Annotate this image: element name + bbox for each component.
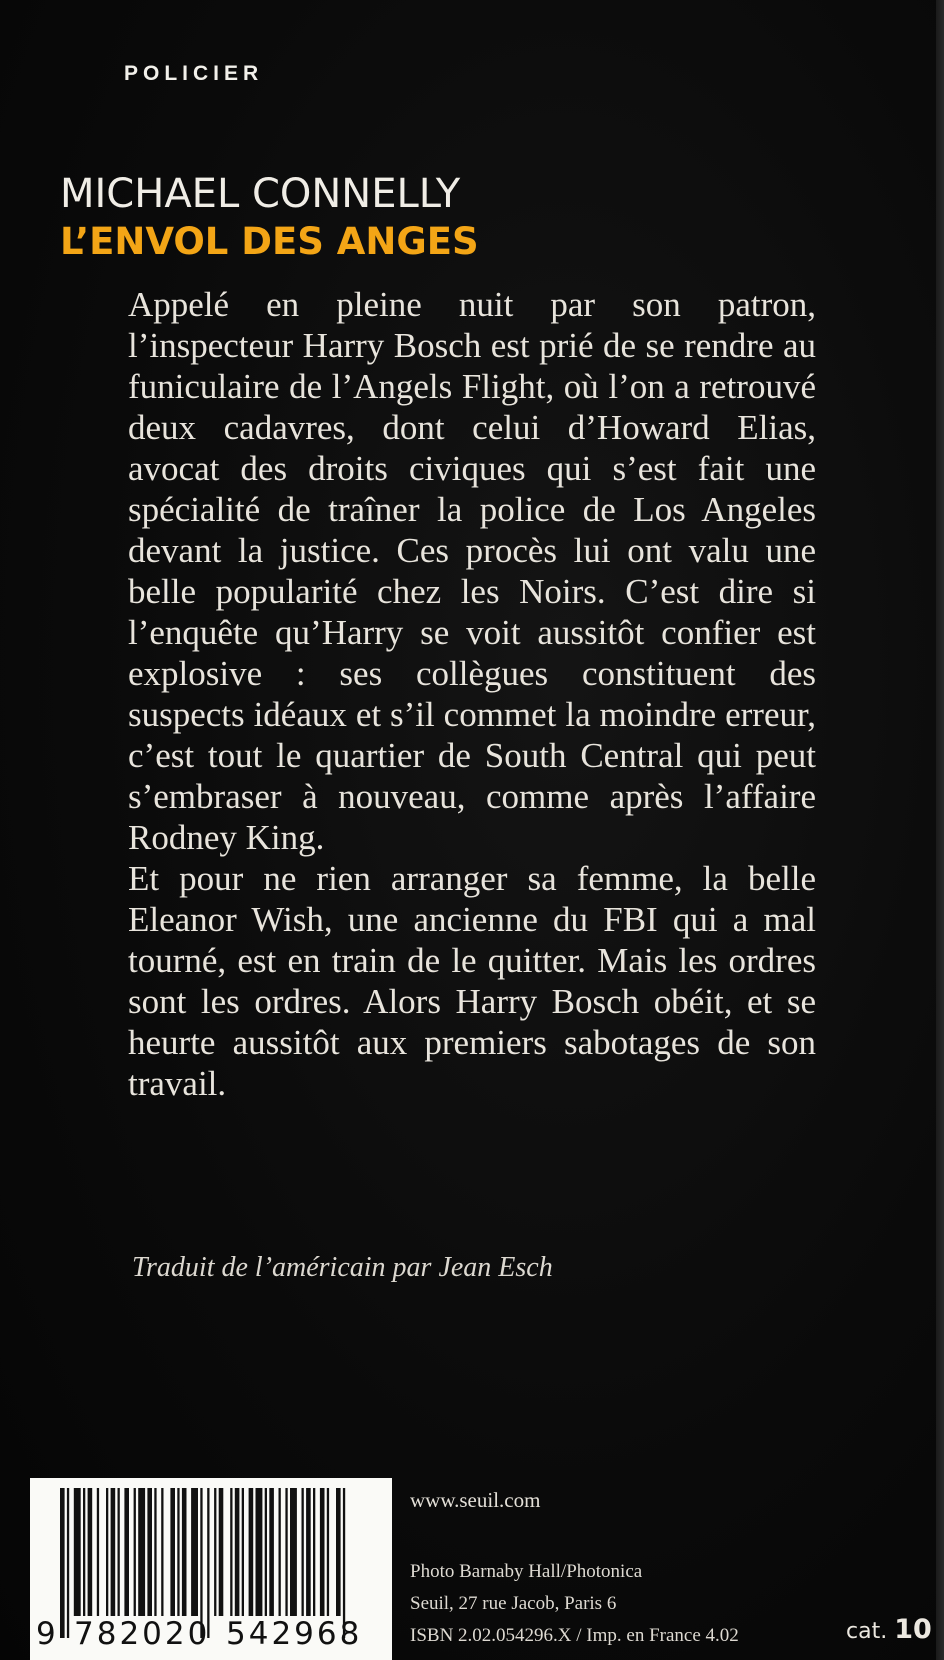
barcode-bar <box>249 1488 254 1616</box>
barcode-bar <box>219 1488 224 1616</box>
barcode-bar <box>177 1488 179 1616</box>
barcode-bar <box>235 1488 240 1616</box>
barcode-bar <box>279 1488 281 1616</box>
barcode-bar <box>242 1488 244 1616</box>
barcode-bar <box>230 1488 232 1616</box>
barcode-bar <box>256 1488 263 1616</box>
author-name: MICHAEL CONNELLY <box>60 171 461 217</box>
barcode-right-group: 542968 <box>226 1616 363 1652</box>
barcode-bar <box>60 1488 65 1638</box>
barcode-bar <box>302 1488 304 1616</box>
barcode-left-group: 782020 <box>74 1616 211 1652</box>
barcode-bar <box>170 1488 175 1616</box>
barcode-bar <box>336 1488 341 1616</box>
barcode-bar <box>265 1488 267 1616</box>
barcode-first-digit: 9 <box>36 1616 56 1652</box>
barcode <box>30 1478 392 1660</box>
publisher-website: www.seuil.com <box>410 1488 541 1512</box>
barcode-bar <box>214 1488 216 1616</box>
barcode-bar <box>97 1488 99 1616</box>
barcode-bar <box>269 1488 274 1616</box>
barcode-bar <box>147 1488 152 1616</box>
barcode-bar <box>124 1488 129 1616</box>
barcode-bar <box>306 1488 311 1616</box>
barcode-bar <box>83 1488 85 1616</box>
barcode-bar <box>106 1488 108 1616</box>
barcode-bar <box>138 1488 145 1616</box>
barcode-bar <box>154 1488 156 1616</box>
category-number: 10 <box>894 1614 932 1645</box>
barcode-bar <box>285 1488 287 1616</box>
barcode-bar <box>320 1488 325 1616</box>
barcode-bar <box>88 1488 93 1616</box>
barcode-bar <box>67 1488 69 1638</box>
category-prefix: cat. <box>846 1619 888 1644</box>
barcode-bar <box>313 1488 315 1616</box>
series-label: POLICIER <box>124 62 264 85</box>
barcode-bar <box>161 1488 163 1616</box>
cover-edge <box>936 0 944 1660</box>
publisher-address: Seuil, 27 rue Jacob, Paris 6 <box>410 1593 617 1614</box>
category-label <box>846 1614 932 1645</box>
blurb-paragraph: Et pour ne rien arranger sa femme, la belle Eleanor Wish, une ancienne du FBI qui a mal tourné, est en train de le quitter. Mais les ordres sont les ordres. Alors Harry Bosch obéit, et se heurte aussitôt aux premiers sabotages de son travail. <box>128 859 816 1103</box>
book-title: L’ENVOL DES ANGES <box>60 220 479 263</box>
barcode-bar <box>182 1488 187 1616</box>
blurb <box>128 284 816 1104</box>
barcode-bar <box>290 1488 297 1616</box>
photo-credit: Photo Barnaby Hall/Photonica <box>410 1561 643 1582</box>
barcode-bar <box>134 1488 136 1616</box>
barcode-bar <box>191 1488 198 1616</box>
translator-credit: Traduit de l’américain par Jean Esch <box>132 1252 553 1283</box>
blurb-paragraph: Appelé en pleine nuit par son patron, l’inspecteur Harry Bosch est prié de se rendre au funiculaire de l’Angels Flight, où l’on a retrouvé deux cadavres, dont celui d’Howard Elias, avocat des droits civiques qui s’est fait une spécialité de traîner la police de Los Angeles devant la justice. Ces procès lui ont valu une belle popularité chez les Noirs. C’est dire si l’enquête qu’Harry se voit aussitôt confier est explosive : ses collègues constituent des suspects idéaux et s’il commet la moindre erreur, c’est tout le quartier de South Central qui peut s’embraser à nouveau, comme après l’affaire Rodney King. <box>128 285 816 857</box>
barcode-bar <box>74 1488 81 1616</box>
credits-block <box>410 1556 739 1652</box>
barcode-bar <box>327 1488 329 1616</box>
isbn-line: ISBN 2.02.054296.X / Imp. en France 4.02 <box>410 1625 739 1646</box>
barcode-bar <box>118 1488 120 1616</box>
barcode-bar <box>111 1488 116 1616</box>
